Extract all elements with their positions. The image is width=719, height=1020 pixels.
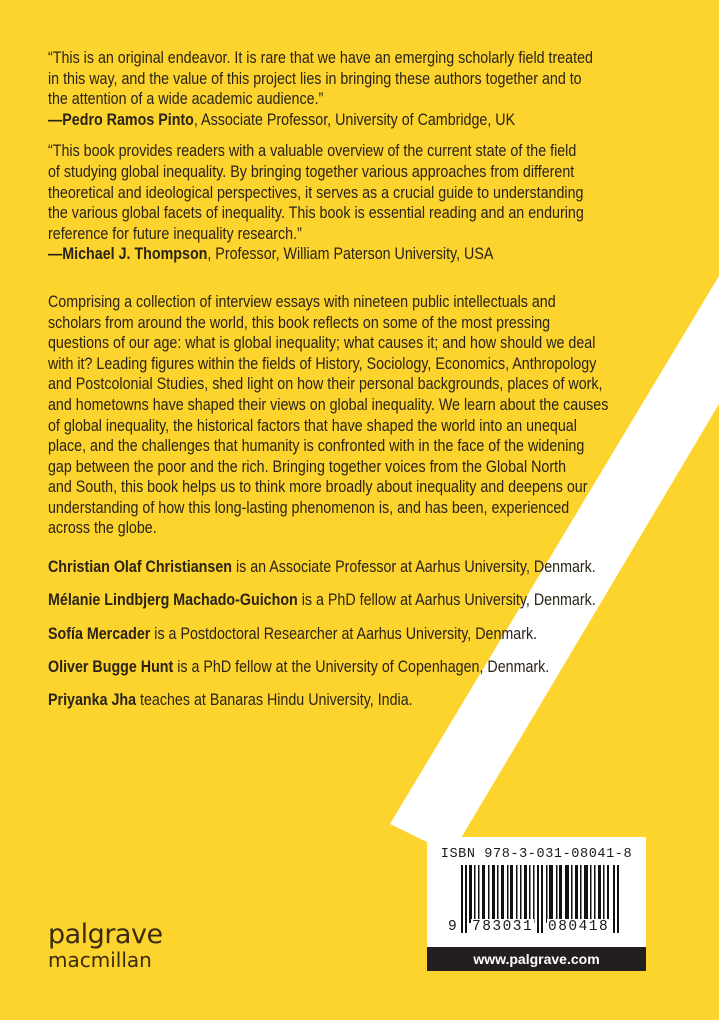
description-line: scholars from around the world, this book reflects on some of the most pressing [48, 312, 551, 332]
publisher-logo [48, 921, 163, 971]
book-description [48, 292, 688, 539]
editor-name: Mélanie Lindbjerg Machado-Guichon [48, 590, 298, 610]
editor-description: teaches at Banaras Hindu University, India. [136, 690, 413, 710]
editor-bio [48, 589, 688, 610]
description-line: understanding of how this long-lasting phenomenon is, and has been, experienced [48, 497, 570, 517]
description-line: and Postcolonial Studies, shed light on how their personal backgrounds, places of work, [48, 374, 603, 394]
description-line: place, and the challenges that humanity is confronted with in the face of the widening [48, 436, 585, 456]
editor-bios [48, 556, 688, 710]
attribution-dash: — [48, 244, 63, 264]
isbn-label: ISBN 978-3-031-08041-8 [440, 847, 633, 862]
description-line: gap between the poor and the rich. Bringing together voices from the Global North [48, 456, 567, 476]
editor-description: is a PhD fellow at the University of Copenhagen, Denmark. [173, 656, 550, 676]
editor-name: Oliver Bugge Hunt [48, 656, 174, 676]
endorsement-1 [48, 48, 688, 130]
endorsement-2-attribution [48, 244, 688, 265]
endorsement-1-attribution [48, 110, 688, 131]
endorsement-2-line-1: “This book provides readers with a valuable overview of the current state of the field [48, 141, 577, 161]
endorsement-2-line-4: the various global facets of inequality. This book is essential reading and an enduring [48, 203, 584, 223]
editor-bio [48, 623, 688, 644]
endorsement-2 [48, 141, 688, 265]
publisher-url: www.palgrave.com [427, 947, 646, 971]
ean-first-digit: 9 [448, 919, 457, 935]
editor-name: Priyanka Jha [48, 690, 137, 710]
back-cover-text [48, 48, 688, 723]
editor-description: is an Associate Professor at Aarhus University, Denmark. [231, 557, 596, 577]
endorsement-1-line-3: the attention of a wide academic audience.” [48, 89, 324, 109]
endorsement-1-line-2: in this way, and the value of this project lies in bringing these authors together and to [48, 68, 582, 88]
endorser-name: Michael J. Thompson [62, 244, 208, 264]
endorser-affiliation: , Professor, William Paterson University, USA [207, 244, 494, 264]
description-line: questions of our age: what is global inequality; what causes it; and how should we deal [48, 333, 596, 353]
ean-right-group: 080418 [548, 919, 610, 935]
description-line: across the globe. [48, 518, 157, 538]
endorsement-2-line-5: reference for future inequality research.” [48, 223, 302, 243]
description-line: with it? Leading figures within the fields of History, Sociology, Economics, Anthropology [48, 353, 597, 373]
editor-bio [48, 656, 688, 677]
description-line: of global inequality, the historical factors that have shaped the world into an unequal [48, 415, 577, 435]
ean-left-group: 783031 [472, 919, 534, 935]
editor-bio [48, 689, 688, 710]
endorsement-2-line-3: theoretical and ideological perspectives, it serves as a crucial guide to understanding [48, 182, 584, 202]
isbn-barcode [427, 837, 646, 947]
editor-description: is a PhD fellow at Aarhus University, Denmark. [297, 590, 596, 610]
endorser-name: Pedro Ramos Pinto [62, 109, 194, 129]
logo-palgrave: palgrave [48, 919, 163, 950]
endorsement-1-line-1: “This is an original endeavor. It is rare that we have an emerging scholarly field treated [48, 48, 593, 67]
editor-description: is a Postdoctoral Researcher at Aarhus University, Denmark. [150, 623, 538, 643]
editor-bio [48, 556, 688, 577]
endorsement-2-line-2: of studying global inequality. By bringing together various approaches from different [48, 161, 575, 181]
description-line: and hometowns have shaped their views on global inequality. We learn about the causes [48, 394, 609, 414]
logo-macmillan: macmillan [48, 948, 152, 972]
description-line: and South, this book helps us to think more broadly about inequality and deepens our [48, 477, 588, 497]
editor-name: Sofía Mercader [48, 623, 151, 643]
endorser-affiliation: , Associate Professor, University of Cambridge, UK [193, 109, 516, 129]
description-line: Comprising a collection of interview essays with nineteen public intellectuals and [48, 291, 556, 311]
attribution-dash: — [48, 109, 63, 129]
editor-name: Christian Olaf Christiansen [48, 557, 232, 577]
